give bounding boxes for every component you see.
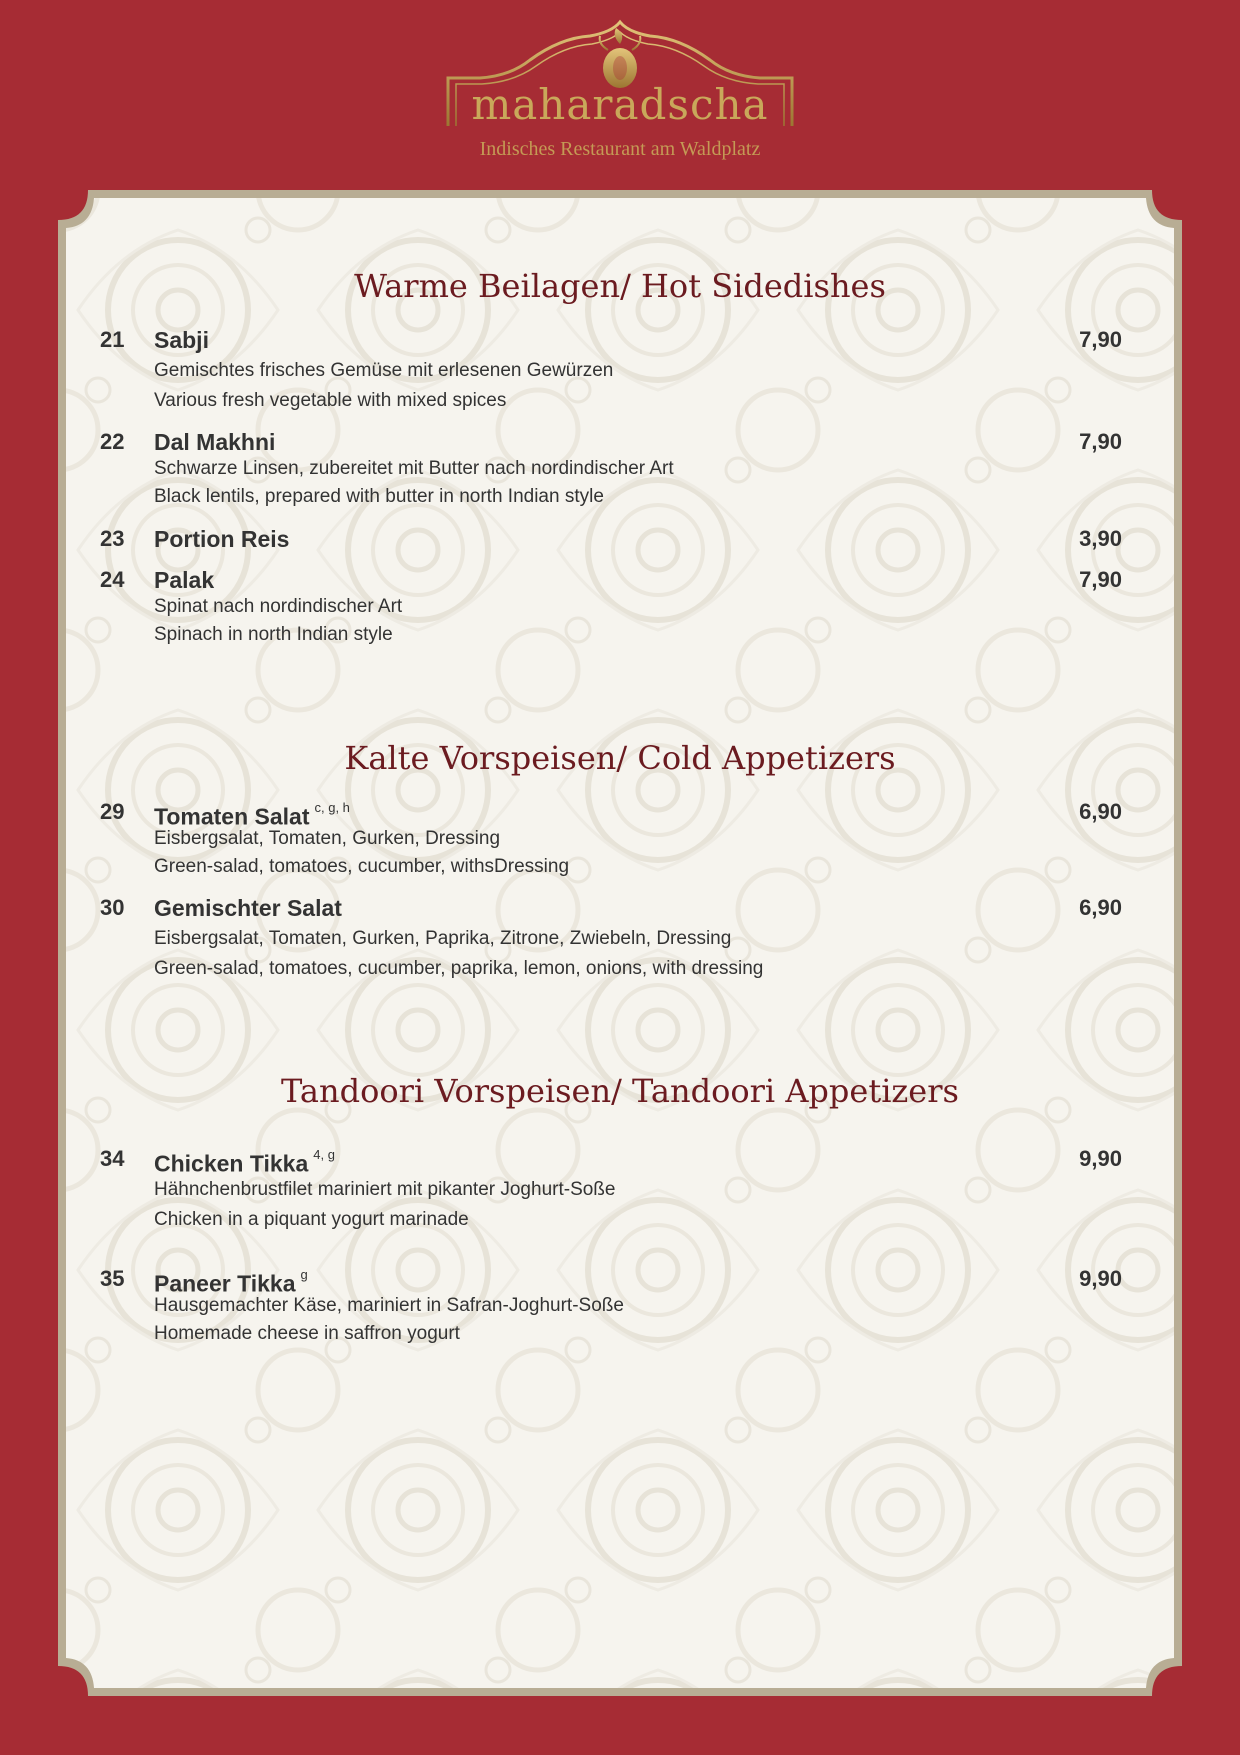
- item-description-en: Chicken in a piquant yogurt marinade: [154, 1209, 469, 1230]
- item-description-de: Spinat nach nordindischer Art: [154, 596, 403, 617]
- item-description-en: Green-salad, tomatoes, cucumber, paprika, lemon, onions, with dressing: [154, 958, 764, 979]
- item-allergens: 4, g: [313, 1147, 335, 1162]
- item-price: 6,90: [1079, 799, 1122, 824]
- item-name: Sabji: [154, 327, 209, 353]
- item-description-en: Spinach in north Indian style: [154, 624, 393, 645]
- item-description-de: Eisbergsalat, Tomaten, Gurken, Paprika, Zitrone, Zwiebeln, Dressing: [154, 928, 732, 949]
- item-price: 9,90: [1079, 1146, 1122, 1171]
- item-allergens: g: [300, 1267, 308, 1282]
- item-number: 29: [100, 799, 125, 824]
- item-description-de: Schwarze Linsen, zubereitet mit Butter nach nordindischer Art: [154, 458, 674, 479]
- item-price: 3,90: [1079, 526, 1122, 551]
- item-name: Dal Makhni: [154, 429, 276, 455]
- item-description-de: Hähnchenbrustfilet mariniert mit pikanter Joghurt-Soße: [154, 1179, 616, 1200]
- item-description-en: Homemade cheese in saffron yogurt: [154, 1323, 460, 1344]
- item-allergens: c, g, h: [314, 800, 350, 815]
- item-number: 34: [100, 1146, 125, 1171]
- item-description-en: Various fresh vegetable with mixed spices: [154, 390, 507, 411]
- item-price: 7,90: [1079, 327, 1122, 352]
- item-name-text: Chicken Tikka: [154, 1150, 309, 1177]
- section-title-hot-sidedishes: Warme Beilagen/ Hot Sidedishes: [354, 267, 886, 305]
- item-price: 9,90: [1079, 1266, 1122, 1291]
- item-name: Portion Reis: [154, 526, 290, 552]
- item-name-text: Paneer Tikka: [154, 1270, 296, 1297]
- menu-frame: [58, 190, 1182, 1696]
- item-number: 23: [100, 526, 125, 551]
- item-price: 7,90: [1079, 429, 1122, 454]
- logo-name: maharadscha: [471, 80, 769, 129]
- item-number: 35: [100, 1266, 125, 1291]
- item-description-en: Green-salad, tomatoes, cucumber, withsDressing: [154, 856, 570, 877]
- section-title-tandoori-appetizers: Tandoori Vorspeisen/ Tandoori Appetizers: [281, 1072, 959, 1110]
- item-price: 7,90: [1079, 567, 1122, 592]
- item-number: 24: [100, 567, 125, 592]
- item-number: 21: [100, 327, 125, 352]
- item-name: [154, 1146, 335, 1177]
- item-number: 30: [100, 895, 125, 920]
- item-name-text: Tomaten Salat: [154, 803, 310, 830]
- item-description-de: Eisbergsalat, Tomaten, Gurken, Dressing: [154, 828, 501, 849]
- item-name: Gemischter Salat: [154, 895, 342, 921]
- item-price: 6,90: [1079, 895, 1122, 920]
- item-description-de: Gemischtes frisches Gemüse mit erlesenen Gewürzen: [154, 360, 614, 381]
- section-title-cold-appetizers: Kalte Vorspeisen/ Cold Appetizers: [344, 739, 896, 777]
- item-description-en: Black lentils, prepared with butter in north Indian style: [154, 486, 604, 507]
- item-number: 22: [100, 429, 125, 454]
- item-description-de: Hausgemachter Käse, mariniert in Safran-Joghurt-Soße: [154, 1295, 624, 1316]
- item-name: [154, 799, 350, 830]
- restaurant-logo: [440, 18, 800, 168]
- item-name: Palak: [154, 567, 215, 593]
- logo-tagline: Indisches Restaurant am Waldplatz: [479, 138, 761, 160]
- item-name: [154, 1266, 308, 1297]
